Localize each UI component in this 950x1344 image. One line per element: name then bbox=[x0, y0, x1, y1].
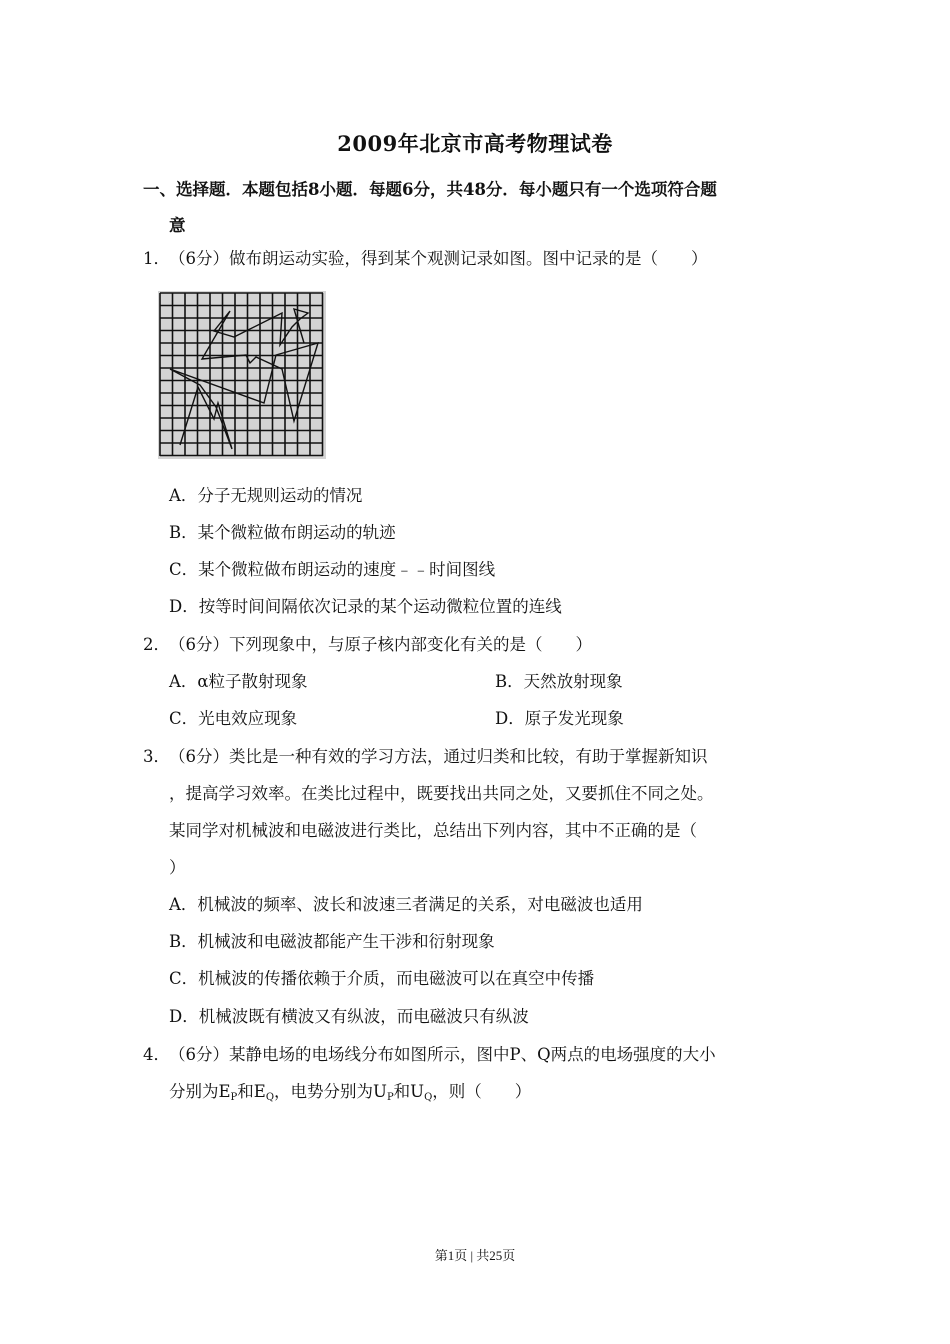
option-1b: B．某个微粒做布朗运动的轨迹 bbox=[169, 523, 396, 542]
question-text: （6分）下列现象中，与原子核内部变化有关的是（ ） bbox=[169, 635, 592, 654]
section-heading-line2: 意 bbox=[169, 216, 186, 235]
question-number: 2． bbox=[143, 635, 170, 654]
option-2a: A．α粒子散射现象 bbox=[169, 672, 308, 691]
option-2d: D．原子发光现象 bbox=[495, 709, 624, 728]
page-footer: 第1页 | 共25页 bbox=[434, 1248, 516, 1263]
brownian-grid-diagram bbox=[158, 291, 326, 459]
option-3d: D．机械波既有横波又有纵波，而电磁波只有纵波 bbox=[169, 1007, 529, 1026]
option-3c: C．机械波的传播依赖于介质，而电磁波可以在真空中传播 bbox=[169, 969, 595, 988]
option-3a: A．机械波的频率、波长和波速三者满足的关系，对电磁波也适用 bbox=[169, 895, 643, 914]
question-number: 1． bbox=[143, 249, 170, 268]
section-heading bbox=[143, 172, 813, 244]
option-1d: D．按等时间间隔依次记录的某个运动微粒位置的连线 bbox=[169, 597, 562, 616]
question-4 bbox=[143, 1036, 815, 1116]
question-text-line2: ，提高学习效率。在类比过程中，既要找出共同之处，又要抓住不同之处。 bbox=[169, 784, 714, 803]
question-text-line4: ） bbox=[169, 858, 186, 877]
option-3b: B．机械波和电磁波都能产生干涉和衍射现象 bbox=[169, 932, 495, 951]
page-title: 2009年北京市高考物理试卷 bbox=[337, 131, 613, 156]
question-1 bbox=[143, 240, 815, 277]
brownian-motion-figure bbox=[158, 291, 326, 463]
section-heading-line1: 一、选择题．本题包括8小题．每题6分，共48分．每小题只有一个选项符合题 bbox=[143, 180, 717, 199]
question-text-line3: 某同学对机械波和电磁波进行类比，总结出下列内容，其中不正确的是（ bbox=[169, 821, 697, 840]
question-2 bbox=[143, 626, 815, 663]
question-3 bbox=[143, 738, 815, 886]
option-2c: C．光电效应现象 bbox=[169, 709, 298, 728]
question-text-line2: 分别为$E_P$和$E_Q$，电势分别为$U_P$和$U_Q$，则（ ） bbox=[169, 1082, 532, 1103]
option-1a: A．分子无规则运动的情况 bbox=[169, 486, 363, 505]
question-text-line1: （6分）类比是一种有效的学习方法，通过归类和比较，有助于掌握新知识 bbox=[169, 747, 708, 766]
question-text-line1: （6分）某静电场的电场线分布如图所示，图中P、Q两点的电场强度的大小 bbox=[169, 1045, 716, 1064]
question-text: （6分）做布朗运动实验，得到某个观测记录如图。图中记录的是（ ） bbox=[169, 249, 708, 268]
question-number: 3． bbox=[143, 747, 170, 766]
option-2b: B．天然放射现象 bbox=[495, 672, 623, 691]
option-1c: C．某个微粒做布朗运动的速度﹣﹣时间图线 bbox=[169, 560, 496, 579]
question-number: 4． bbox=[143, 1045, 170, 1064]
